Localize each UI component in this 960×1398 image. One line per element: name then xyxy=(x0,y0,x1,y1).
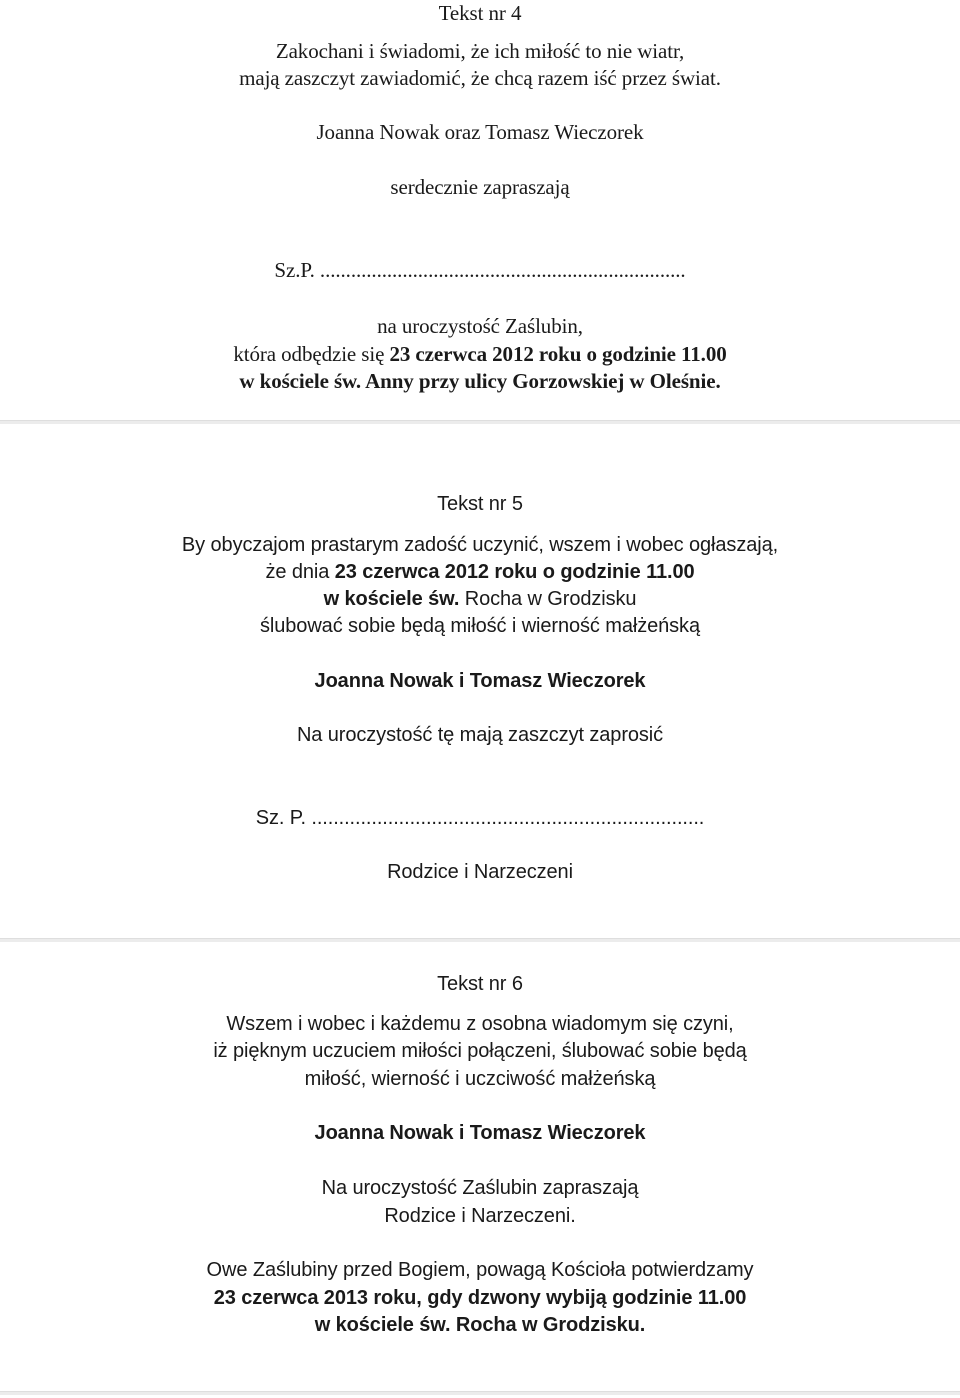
section-5-church: w kościele św. xyxy=(323,588,460,610)
section-5-line-1: By obyczajom prastarym zadość uczynić, wszem i wobec ogłaszają, xyxy=(181,534,779,556)
section-divider xyxy=(0,1391,960,1395)
section-4-line-2: mają zaszczyt zawiadomić, że chcą razem iść przez świat. xyxy=(239,66,721,90)
section-6-invite: Na uroczystość Zaślubin zapraszają xyxy=(321,1177,639,1199)
section-5-line-location xyxy=(0,586,960,613)
section-5-signature: Rodzice i Narzeczeni xyxy=(387,861,573,883)
section-4-line-ceremony: na uroczystość Zaślubin, xyxy=(377,314,583,338)
section-6-line-1: Wszem i wobec i każdemu z osobna wiadomym się czyni, xyxy=(226,1013,734,1035)
section-5-date-prefix: że dnia xyxy=(265,561,335,583)
section-5-names: Joanna Nowak i Tomasz Wieczorek xyxy=(314,670,646,692)
section-4-date-prefix: która odbędzie się xyxy=(233,342,390,366)
section-5-line-vows: ślubować sobie będą miłość i wierność małżeńską xyxy=(260,615,700,637)
section-divider xyxy=(0,938,960,942)
section-4-heading: Tekst nr 4 xyxy=(438,1,522,25)
section-4-names: Joanna Nowak oraz Tomasz Wieczorek xyxy=(316,120,644,144)
section-4-line-1: Zakochani i świadomi, że ich miłość to nie wiatr, xyxy=(275,39,685,63)
section-6-location: w kościele św. Rocha w Grodzisku. xyxy=(314,1314,646,1336)
section-6-signature: Rodzice i Narzeczeni. xyxy=(384,1205,576,1227)
section-6-names: Joanna Nowak i Tomasz Wieczorek xyxy=(314,1122,646,1144)
section-4-invite: serdecznie zapraszają xyxy=(390,175,570,199)
section-6-heading: Tekst nr 6 xyxy=(437,973,523,995)
section-6-line-3: miłość, wierność i uczciwość małżeńską xyxy=(304,1068,656,1090)
section-5-date: 23 czerwca 2012 roku o godzinie 11.00 xyxy=(334,561,695,583)
section-4-line-date xyxy=(0,341,960,368)
section-5-invite: Na uroczystość tę mają zaszczyt zaprosić xyxy=(296,724,664,746)
section-6-line-confirm: Owe Zaślubiny przed Bogiem, powagą Kościoła potwierdzamy xyxy=(206,1259,754,1281)
section-6-line-2: iż pięknym uczuciem miłości połączeni, ślubować sobie będą xyxy=(213,1040,747,1062)
section-4-date: 23 czerwca 2012 roku o godzinie 11.00 xyxy=(389,342,727,366)
section-5-heading: Tekst nr 5 xyxy=(437,493,523,515)
section-5-line-date xyxy=(0,559,960,586)
section-5-addressee: Sz. P. ........................................................................ xyxy=(255,807,705,829)
section-4-addressee: Sz.P. ....................................................................... xyxy=(274,258,686,282)
section-6-date: 23 czerwca 2013 roku, gdy dzwony wybiją godzinie 11.00 xyxy=(213,1287,747,1309)
section-4-location: w kościele św. Anny przy ulicy Gorzowskiej w Oleśnie. xyxy=(239,369,721,393)
section-5-church-rest: Rocha w Grodzisku xyxy=(459,588,637,610)
section-divider xyxy=(0,420,960,424)
